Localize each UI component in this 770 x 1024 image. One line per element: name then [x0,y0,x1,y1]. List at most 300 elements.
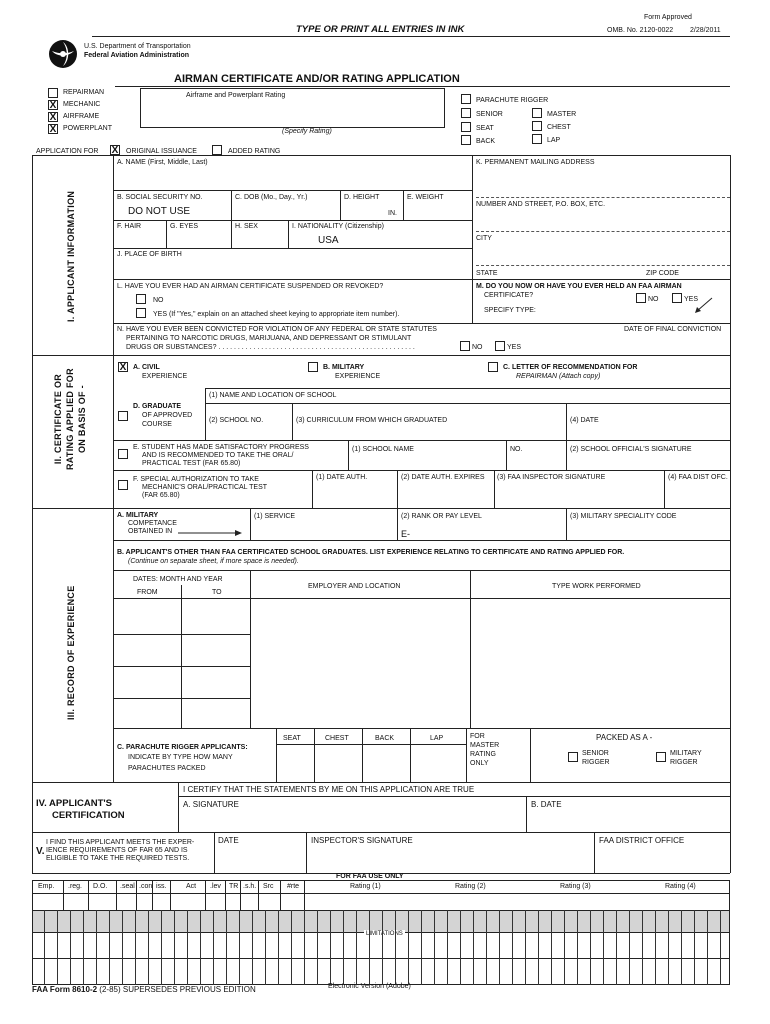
school-name-label: (1) SCHOOL NAME [352,446,414,453]
height-label: D. HEIGHT [344,194,380,201]
faa-grid-tick [421,958,422,985]
faa-grid-tick [460,910,461,932]
type-work-label: TYPE WORK PERFORMED [552,583,641,590]
city-label: CITY [476,235,492,242]
faa-grid-col-line [240,880,241,910]
convicted-yes-label: YES [507,344,522,351]
letter-sub: REPAIRMAN (Attach copy) [516,373,601,380]
faa-grid-tick [655,910,656,932]
faa-grid-tick [577,910,578,932]
faa-grid-tick [278,958,279,985]
faa-held-question-2: CERTIFICATE? [484,292,534,299]
faa-grid-col-line [116,880,117,910]
form-number: FAA Form 8610-2 (2-85) SUPERSEDES PREVIOUS EDITION [32,985,256,994]
faa-grid-col-line [205,880,206,910]
faa-grid-tick [330,958,331,985]
faa-grid-tick [603,910,604,932]
chest-checkbox[interactable] [532,121,542,131]
faa-grid-tick [265,910,266,932]
faa-grid-tick [681,932,682,958]
convicted-question-3: DRUGS OR SUBSTANCES? . . . . . . . . . . . . . . . . . . . . . . . . . . . . . . . . . . . . . . . . . . . . . . . . . . . [126,344,415,351]
faa-grid-tick [564,910,565,932]
dept-name: U.S. Department of Transportation [84,43,191,50]
faa-grid-tick [109,910,110,932]
faa-grid-tick [473,932,474,958]
curriculum-label: (3) CURRICULUM FROM WHICH GRADUATED [296,417,448,424]
airframe-checkbox[interactable]: X [49,112,57,123]
date-auth-expires-label: (2) DATE AUTH. EXPIRES [401,474,485,481]
zip-label: ZIP CODE [646,270,679,277]
section-3-label: III. RECORD OF EXPERIENCE [66,585,76,720]
faa-grid-tick [200,958,201,985]
civil-checkbox[interactable]: X [119,362,127,373]
faa-rating-4: Rating (4) [665,883,696,890]
section-1-label: I. APPLICANT INFORMATION [66,190,76,322]
military-label: B. MILITARY [323,364,365,371]
faa-col-sh: .s.h. [243,883,257,890]
finding-date-label: DATE [218,836,239,845]
parachute-rigger-checkbox[interactable] [461,94,471,104]
faa-grid-tick [460,958,461,985]
master-checkbox[interactable] [532,108,542,118]
faa-grid-col-line [280,880,281,910]
faa-col-act: Act [186,883,197,890]
faa-col-rte: #rte [287,883,300,890]
packed-military-label: MILITARY [670,750,702,757]
faa-grid-tick [96,910,97,932]
faa-grid-tick [213,958,214,985]
faa-grid-col-line [136,880,137,910]
certify-statement: I CERTIFY THAT THE STATEMENTS BY ME ON THIS APPLICATION ARE TRUE [183,785,475,794]
school-number-label: NO. [510,446,523,453]
finding-label-3: ELIGIBLE TO TAKE THE REQUIRED TESTS. [46,855,190,862]
faa-grid-tick [499,958,500,985]
convicted-question-2: PERTAINING TO NARCOTIC DRUGS, MARIJUANA, AND DEPRESSANT OR STIMULANT [126,335,412,342]
faa-grid-tick [148,932,149,958]
military-checkbox[interactable] [308,362,318,372]
state-label: STATE [476,270,498,277]
faa-grid-tick [174,932,175,958]
sex-label: H. SEX [235,223,258,230]
faa-grid-tick [265,958,266,985]
mechanic-checkbox[interactable]: X [49,100,57,111]
faa-grid-tick [226,958,227,985]
faa-grid-tick [70,932,71,958]
faa-grid-tick [629,910,630,932]
faa-grid-tick [434,932,435,958]
faa-grid-tick [499,910,500,932]
senior-checkbox[interactable] [461,108,471,118]
faa-inspector-signature-label: (3) FAA INSPECTOR SIGNATURE [497,474,606,481]
faa-district-office-label: FAA DISTRICT OFFICE [599,836,685,845]
faa-grid-tick [343,932,344,958]
faa-grid-tick [330,910,331,932]
faa-grid-tick [525,910,526,932]
faa-grid-tick [681,910,682,932]
height-unit: IN. [388,210,397,217]
powerplant-checkbox[interactable]: X [49,124,57,135]
faa-grid-tick [512,910,513,932]
faa-grid-tick [525,932,526,958]
name-label: A. NAME (First, Middle, Last) [117,159,208,166]
added-rating-label: ADDED RATING [228,148,281,155]
back-checkbox[interactable] [461,135,471,145]
faa-grid-tick [57,958,58,985]
faa-grid-tick [551,932,552,958]
faa-grid-tick [447,932,448,958]
letter-checkbox[interactable] [488,362,498,372]
faa-grid-tick [642,932,643,958]
faa-grid-tick [382,932,383,958]
section-5-roman: V. [36,846,45,857]
applicant-signature-label: A. SIGNATURE [183,800,239,809]
grad-date-label: (4) DATE [570,417,599,424]
birthplace-label: J. PLACE OF BIRTH [117,251,182,258]
civil-sub: EXPERIENCE [142,373,188,380]
faa-held-yes-label: YES [684,296,699,303]
faa-grid-tick [720,910,721,932]
lap-column-label: LAP [430,735,444,742]
right-arrow-icon [178,529,242,537]
rating-value: Airframe and Powerplant Rating [186,92,286,99]
faa-grid-tick [603,958,604,985]
faa-grid-tick [655,932,656,958]
from-label: FROM [137,589,158,596]
faa-grid-tick [447,958,448,985]
faa-grid-tick [291,932,292,958]
faa-grid-tick [356,932,357,958]
faa-grid-tick [486,958,487,985]
faa-col-do: D.O. [93,883,108,890]
added-rating-checkbox[interactable] [212,145,222,155]
mil-competance-label-3: OBTAINED IN [128,528,173,535]
parachute-rigger-label: PARACHUTE RIGGER [476,97,549,104]
faa-grid-tick [239,932,240,958]
other-grads-note: (Continue on separate sheet, if more space is needed). [128,558,299,565]
parachute-applicants-label-1: C. PARACHUTE RIGGER APPLICANTS: [117,744,248,751]
inspector-signature-label: INSPECTOR'S SIGNATURE [311,836,413,845]
dob-label: C. DOB (Mo., Day., Yr.) [235,194,308,201]
packed-senior-label: SENIOR [582,750,609,757]
convicted-yes-checkbox[interactable] [495,341,505,351]
original-issuance-label: ORIGINAL ISSUANCE [126,148,197,155]
faa-grid-tick [525,958,526,985]
faa-grid-tick [343,910,344,932]
faa-grid-tick [252,910,253,932]
eyes-label: G. EYES [170,223,199,230]
ink-instruction: TYPE OR PRINT ALL ENTRIES IN INK [296,24,465,35]
faa-grid-tick [564,932,565,958]
faa-grid-tick [616,910,617,932]
faa-grid-tick [590,910,591,932]
faa-grid-tick [317,932,318,958]
faa-grid-tick [83,958,84,985]
faa-grid-tick [213,932,214,958]
faa-grid-tick [382,910,383,932]
faa-grid-tick [122,910,123,932]
faa-grid-tick [629,958,630,985]
faa-grid-tick [434,958,435,985]
faa-grid-tick [265,932,266,958]
faa-held-no-checkbox[interactable] [636,293,646,303]
faa-grid-col-line [304,880,305,910]
suspended-yes-checkbox[interactable] [136,308,146,318]
faa-grid-tick [213,910,214,932]
faa-grid-tick [109,958,110,985]
packed-as-label: PACKED AS A - [596,733,653,742]
faa-grid-tick [226,932,227,958]
graduate-label-3: COURSE [142,421,172,428]
street-label: NUMBER AND STREET, P.O. BOX, ETC. [476,201,606,208]
faa-grid-tick [291,910,292,932]
faa-grid-tick [694,910,695,932]
arrow-icon [694,296,714,314]
faa-grid-tick [226,910,227,932]
packed-senior-checkbox[interactable] [568,752,578,762]
faa-grid-tick [356,910,357,932]
faa-grid-col-line [152,880,153,910]
packed-senior-rigger-label: RIGGER [582,759,610,766]
faa-grid-tick [278,932,279,958]
faa-grid-tick [707,932,708,958]
faa-grid-tick [408,958,409,985]
faa-grid-tick [577,958,578,985]
faa-grid-tick [291,958,292,985]
master-only-label-4: ONLY [470,760,489,767]
nationality-label: I. NATIONALITY (Citizenship) [292,223,384,230]
faa-grid-tick [83,910,84,932]
faa-grid-tick [460,932,461,958]
faa-grid-tick [538,932,539,958]
faa-grid-tick [44,932,45,958]
original-issuance-checkbox[interactable]: X [111,145,119,156]
faa-grid-tick [187,958,188,985]
chest-label: CHEST [547,124,571,131]
school-no-label: (2) SCHOOL NO. [209,417,264,424]
faa-col-tr: TR [229,883,239,890]
faa-grid-tick [551,910,552,932]
master-only-label-3: RATING [470,751,496,758]
mil-competance-label-2: COMPETANCE [128,520,177,527]
conviction-date-label: DATE OF FINAL CONVICTION [624,326,722,333]
section-2-label: II. CERTIFICATE OR RATING APPLIED FOR ON BASIS OF - [53,368,87,470]
faa-grid-tick [486,932,487,958]
ssn-label: B. SOCIAL SECURITY NO. [117,194,203,201]
faa-grid-tick [655,958,656,985]
faa-grid-col-line [88,880,89,910]
faa-held-no-label: NO [648,296,659,303]
student-checkbox[interactable] [118,449,128,459]
faa-grid-tick [616,932,617,958]
form-approved: Form Approved [644,14,692,21]
faa-grid-tick [486,910,487,932]
chest-column-label: CHEST [325,735,349,742]
faa-grid-tick [187,910,188,932]
other-grads-label: B. APPLICANT'S OTHER THAN FAA CERTIFICATED SCHOOL GRADUATES. LIST EXPERIENCE RELATING TO CERTIFICATE AND RATING APPLIED FOR. [117,549,625,556]
specify-type-label: SPECIFY TYPE: [484,307,536,314]
faa-grid-tick [668,932,669,958]
faa-grid-col-line [258,880,259,910]
suspended-no-label: NO [153,297,164,304]
mil-competance-label-1: A. MILITARY [117,512,159,519]
faa-grid-tick [239,958,240,985]
student-label-1: E. STUDENT HAS MADE SATISFACTORY PROGRESS [133,444,309,451]
faa-grid-tick [70,958,71,985]
application-for-label: APPLICATION FOR [36,148,99,155]
faa-grid-tick [252,932,253,958]
form-title: AIRMAN CERTIFICATE AND/OR RATING APPLICATION [174,73,460,85]
faa-grid-tick [590,958,591,985]
mailing-address-label: K. PERMANENT MAILING ADDRESS [476,159,595,166]
master-label: MASTER [547,111,577,118]
convicted-no-label: NO [472,344,483,351]
finding-label-1: I FIND THIS APPLICANT MEETS THE EXPER- [46,839,195,846]
faa-grid-tick [421,910,422,932]
faa-grid-tick [694,958,695,985]
hair-label: F. HAIR [117,223,142,230]
mechanic-label: MECHANIC [63,101,101,108]
graduate-checkbox[interactable] [118,411,128,421]
faa-grid-tick [44,910,45,932]
faa-col-emp: Emp. [38,883,55,890]
faa-grid-tick [512,958,513,985]
applicant-date-label: B. DATE [531,800,562,809]
faa-grid-tick [395,932,396,958]
faa-grid-col-line [170,880,171,910]
faa-grid-tick [200,932,201,958]
dot-logo-icon [48,39,78,69]
faa-grid-tick [551,958,552,985]
faa-col-iss: iss. [156,883,167,890]
faa-grid-tick [122,958,123,985]
airframe-label: AIRFRAME [63,113,100,120]
graduate-label-2: OF APPROVED [142,412,193,419]
faa-grid-tick [317,910,318,932]
faa-grid-tick [707,958,708,985]
faa-use-title: FOR FAA USE ONLY [336,873,404,880]
faa-grid-tick [382,958,383,985]
faa-grid-tick [200,910,201,932]
faa-grid-tick [577,932,578,958]
faa-grid-col-line [63,880,64,910]
faa-grid-tick [395,910,396,932]
faa-grid-tick [616,958,617,985]
lap-label: LAP [547,137,561,144]
special-auth-label-1: F. SPECIAL AUTHORIZATION TO TAKE [133,476,259,483]
faa-grid-tick [252,958,253,985]
back-label: BACK [476,138,496,145]
faa-grid-tick [304,910,305,932]
school-name-location-label: (1) NAME AND LOCATION OF SCHOOL [209,392,337,399]
faa-grid-tick [239,910,240,932]
special-auth-label-2: MECHANIC'S ORAL/PRACTICAL TEST [142,484,268,491]
special-auth-checkbox[interactable] [118,480,128,490]
letter-label: C. LETTER OF RECOMMENDATION FOR [503,364,638,371]
civil-label: A. CIVIL [133,364,160,371]
faa-grid-tick [330,932,331,958]
graduate-label-1: D. GRADUATE [133,403,182,410]
faa-grid-tick [135,958,136,985]
faa-grid-tick [161,958,162,985]
faa-grid-col-line [225,880,226,910]
faa-grid-tick [499,932,500,958]
faa-grid-tick [473,958,474,985]
parachute-applicants-label-3: PARACHUTES PACKED [128,765,206,772]
convicted-no-checkbox[interactable] [460,341,470,351]
faa-grid-tick [668,910,669,932]
parachute-applicants-label-2: INDICATE BY TYPE HOW MANY [128,754,233,761]
faa-grid-tick [135,932,136,958]
repairman-label: REPAIRMAN [63,89,105,96]
dates-label: DATES: MONTH AND YEAR [133,576,223,583]
faa-grid-tick [161,932,162,958]
faa-grid-tick [109,932,110,958]
faa-rating-1: Rating (1) [350,883,381,890]
faa-grid-tick [174,958,175,985]
faa-grid-tick [694,932,695,958]
ssn-value: DO NOT USE [128,206,191,217]
faa-grid-tick [629,932,630,958]
faa-col-seal: .seal [120,883,135,890]
section-4-label-1: IV. APPLICANT'S [36,798,112,809]
faa-grid-tick [538,910,539,932]
specialty-code-label: (3) MILITARY SPECIALITY CODE [570,513,677,520]
faa-grid-tick [96,932,97,958]
faa-grid-tick [174,910,175,932]
packed-military-checkbox[interactable] [656,752,666,762]
faa-grid-tick [304,958,305,985]
suspended-no-checkbox[interactable] [136,294,146,304]
seat-column-label: SEAT [283,735,301,742]
faa-grid-tick [148,910,149,932]
suspended-yes-label: YES (If "Yes," explain on an attached sheet keying to appropriate item number). [153,311,400,318]
weight-label: E. WEIGHT [407,194,444,201]
faa-grid-tick [278,910,279,932]
faa-grid-tick [148,958,149,985]
faa-grid-tick [369,958,370,985]
rank-label: (2) RANK OR PAY LEVEL [401,513,482,520]
faa-grid-tick [720,958,721,985]
faa-grid-tick [590,932,591,958]
suspended-question: L. HAVE YOU EVER HAD AN AIRMAN CERTIFICATE SUSPENDED OR REVOKED? [117,283,384,290]
faa-col-reg: .reg. [68,883,83,890]
section-4-label-2: CERTIFICATION [52,810,125,821]
seat-checkbox[interactable] [461,122,471,132]
faa-col-con: .con [139,883,153,890]
faa-grid-tick [447,910,448,932]
master-only-label-1: FOR [470,733,485,740]
faa-grid-tick [83,932,84,958]
faa-rating-2: Rating (2) [455,883,486,890]
faa-grid-tick [161,910,162,932]
repairman-checkbox[interactable] [48,88,58,98]
faa-dist-ofc-label: (4) FAA DIST OFC. [668,474,728,481]
faa-grid-tick [135,910,136,932]
rank-value: E- [401,529,410,539]
agency-name: Federal Aviation Administration [84,52,190,59]
seat-label: SEAT [476,125,494,132]
master-only-label-2: MASTER [470,742,500,749]
lap-checkbox[interactable] [532,134,542,144]
employer-label: EMPLOYER AND LOCATION [308,583,401,590]
faa-grid-tick [96,958,97,985]
faa-grid-tick [603,932,604,958]
faa-held-yes-checkbox[interactable] [672,293,682,303]
faa-rating-3: Rating (3) [560,883,591,890]
omb-number: OMB. No. 2120-0022 [607,27,674,34]
faa-grid-tick [642,958,643,985]
special-auth-label-3: (FAR 65.80) [142,492,180,499]
